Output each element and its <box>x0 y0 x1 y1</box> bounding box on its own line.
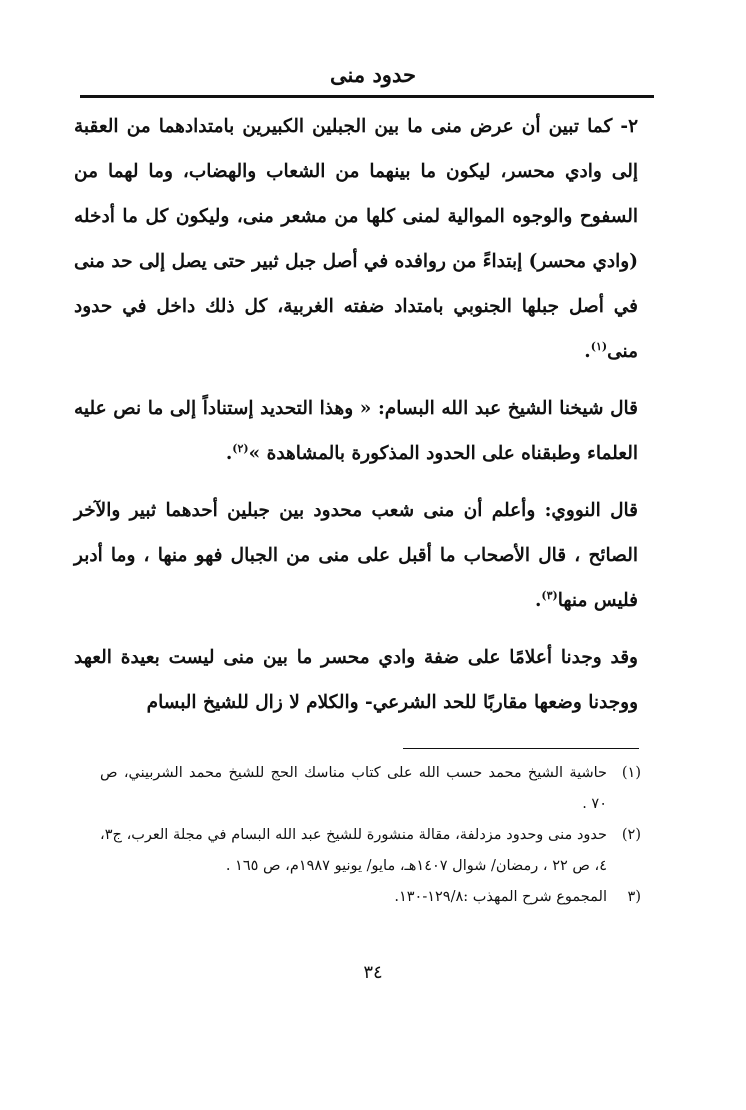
paragraph-1-tail: . <box>584 341 591 362</box>
paragraph-1 <box>74 104 638 374</box>
footnote-3 <box>100 882 641 913</box>
footnote-ref-3: (٣) <box>541 588 558 602</box>
running-head-title: حدود منى <box>330 62 416 87</box>
footnote-1-text: حاشية الشيخ محمد حسب الله على كتاب مناسك الحج للشيخ محمد الشربيني، ص ٧٠ . <box>100 765 607 812</box>
main-text <box>74 104 638 737</box>
header-rule <box>80 95 654 98</box>
footnote-2-number: (٢) <box>621 827 641 843</box>
footnote-ref-2: (٢) <box>232 441 249 455</box>
paragraph-4-text: وقد وجدنا أعلامًا على ضفة وادي محسر ما بين منى ليست بعيدة العهد ووجدنا وضعها مقاربًا للحد الشرعي- والكلام لا زال للشيخ البسام <box>74 647 638 713</box>
paragraph-2-tail: . <box>225 443 233 464</box>
footnote-3-number: (٣ <box>627 889 641 905</box>
footnotes <box>100 758 641 913</box>
paragraph-2 <box>74 386 638 476</box>
footnote-ref-1: (١) <box>590 339 608 353</box>
page-number: ٣٤ <box>363 962 383 983</box>
paragraph-3-text: قال النووي: وأعلم أن منى شعب محدود بين جبلين أحدهما ثبير والآخر الصائح ، قال الأصحاب ما أقبل على منى من الجبال فهو منها ، وما أدبر فليس منها <box>74 500 638 611</box>
paragraph-1-text: ٢- كما تبين أن عرض منى ما بين الجبلين الكبيرين بامتدادهما من العقبة إلى وادي محسر، ليكون ما بينهما من الشعاب والهضاب، وما لهما من السفوح والوجوه الموالية لمنى كلها من مشعر منى، وليكون كل ما أدخله (وادي محسر) إبتداءً من روافده في أصل جبل ثبير حتى يصل إلى حد منى في أصل جبلها الجنوبي بامتداد ضفته الغربية، كل ذلك داخل في حدود منى <box>74 116 638 362</box>
footnote-1 <box>100 758 641 820</box>
paragraph-3-tail: . <box>534 590 542 611</box>
footnote-3-text: المجموع شرح المهذب :١٢٩/٨-١٣٠. <box>394 889 607 905</box>
paragraph-4 <box>74 635 638 725</box>
paragraph-3 <box>74 488 638 623</box>
footnote-2-text: حدود منى وحدود مزدلفة، مقالة منشورة للشيخ عبد الله البسام في مجلة العرب، ج٣، ٤، ص ٢٢ ، رمضان/ شوال ١٤٠٧هـ، مايو/ يونيو ١٩٨٧م، ص ١٦٥ . <box>100 827 607 874</box>
footnote-rule <box>403 748 639 749</box>
paragraph-2-text: قال شيخنا الشيخ عبد الله البسام: « وهذا التحديد إستناداً إلى ما نص عليه العلماء وطبقناه على الحدود المذكورة بالمشاهدة » <box>74 398 638 464</box>
footnote-2 <box>100 820 641 882</box>
footnote-1-number: (١) <box>621 765 641 781</box>
